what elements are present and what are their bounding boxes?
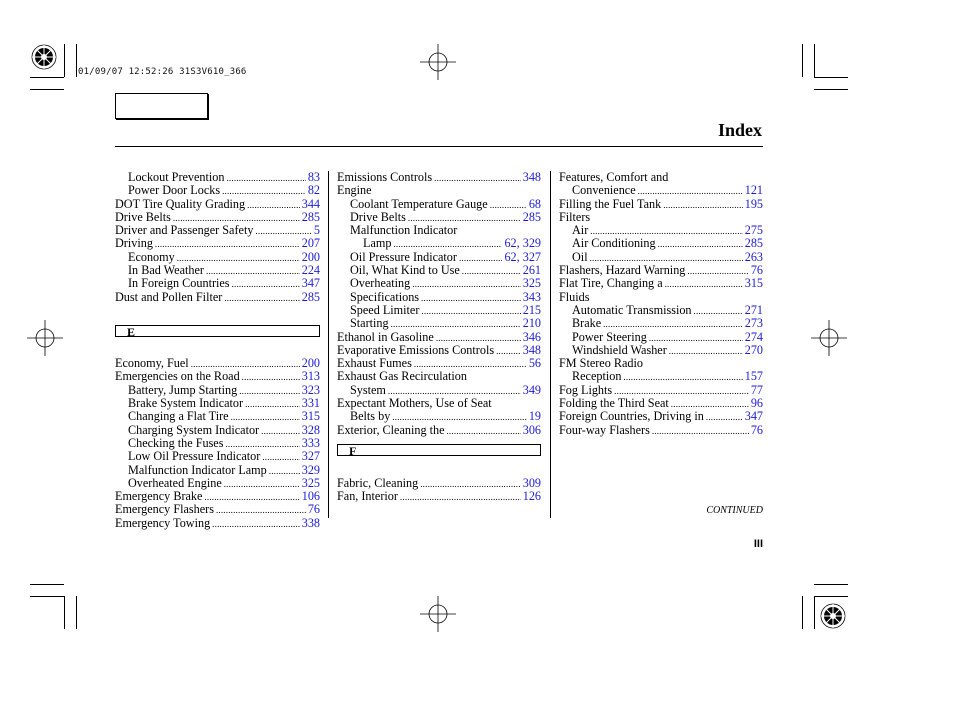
index-column-2 xyxy=(337,171,541,503)
leader-dots xyxy=(665,278,743,291)
index-entry-label: Power Steering xyxy=(572,329,647,344)
index-entry[interactable] xyxy=(559,198,763,211)
index-entry[interactable] xyxy=(337,424,541,437)
index-entry-label: Emergency Towing xyxy=(115,515,211,530)
page-number: III xyxy=(753,538,763,550)
page-reference-link[interactable]: 271 xyxy=(744,302,763,317)
page-reference-link[interactable]: 313 xyxy=(301,369,320,384)
page-reference-link[interactable]: 306 xyxy=(522,422,541,437)
page-reference-link[interactable]: 285 xyxy=(522,209,541,224)
page-reference-link[interactable]: 347 xyxy=(301,276,320,291)
index-entry[interactable] xyxy=(337,211,541,224)
index-entry-label: Power Door Locks xyxy=(128,183,221,198)
index-entry-label: Oil Pressure Indicator xyxy=(350,249,457,264)
index-entry[interactable] xyxy=(115,450,320,463)
index-entry[interactable] xyxy=(337,317,541,330)
index-entry[interactable] xyxy=(115,464,320,477)
index-entry[interactable] xyxy=(115,397,320,410)
page-reference-link[interactable]: 338 xyxy=(301,515,320,530)
index-entry[interactable] xyxy=(115,357,320,370)
index-entry-label: Filters xyxy=(559,209,591,224)
leader-dots xyxy=(212,518,300,531)
leader-dots xyxy=(421,292,521,305)
index-entry[interactable] xyxy=(559,184,763,197)
page-reference-link[interactable]: 331 xyxy=(301,396,320,411)
index-entry-label: Emergency Brake xyxy=(115,489,203,504)
index-entry[interactable] xyxy=(559,384,763,397)
index-entry-label: Oil, What Kind to Use xyxy=(350,263,460,278)
leader-dots xyxy=(496,345,521,358)
index-entry-label: Drive Belts xyxy=(350,209,406,224)
index-entry xyxy=(559,357,763,370)
index-entry[interactable] xyxy=(337,410,541,423)
index-entry-label: Lamp xyxy=(363,236,392,251)
index-entry-label: Malfunction Indicator Lamp xyxy=(128,462,267,477)
index-entry[interactable] xyxy=(115,503,320,516)
print-stamp: 01/09/07 12:52:26 31S3V610_366 xyxy=(78,67,247,77)
index-entry[interactable] xyxy=(115,490,320,503)
index-entry[interactable] xyxy=(115,384,320,397)
index-entry-label: In Foreign Countries xyxy=(128,276,230,291)
page-reference-link[interactable]: 329 xyxy=(301,462,320,477)
page-reference-link[interactable]: 5 xyxy=(313,223,320,238)
index-entry[interactable] xyxy=(337,304,541,317)
leader-dots xyxy=(490,199,527,212)
blank-row xyxy=(115,344,320,357)
index-entry-label: Starting xyxy=(350,316,389,331)
continued-label: CONTINUED xyxy=(706,505,763,516)
page-reference-link[interactable]: 200 xyxy=(301,249,320,264)
leader-dots xyxy=(245,398,300,411)
index-entry[interactable] xyxy=(559,251,763,264)
page-reference-link[interactable]: 285 xyxy=(744,236,763,251)
index-entry-label: Fluids xyxy=(559,289,590,304)
index-entry-label: Economy, Fuel xyxy=(115,356,189,371)
page-reference-link[interactable]: 263 xyxy=(744,249,763,264)
index-entry xyxy=(559,171,763,184)
leader-dots xyxy=(420,478,520,491)
index-entry-label: Features, Comfort and xyxy=(559,170,669,184)
page-reference-link[interactable]: 210 xyxy=(522,316,541,331)
index-entry-label: Economy xyxy=(128,249,175,264)
page-reference-link[interactable]: 348 xyxy=(522,342,541,357)
index-entry[interactable] xyxy=(559,397,763,410)
page-reference-link[interactable]: 344 xyxy=(301,196,320,211)
index-entry[interactable] xyxy=(115,251,320,264)
leader-dots xyxy=(687,265,748,278)
page-reference-link[interactable]: 62, 327 xyxy=(504,249,541,264)
page-reference-link[interactable]: 76 xyxy=(750,422,763,437)
index-entry[interactable] xyxy=(115,410,320,423)
page-reference-link[interactable]: 327 xyxy=(301,449,320,464)
index-entry-label: Fabric, Cleaning xyxy=(337,475,419,490)
page-reference-link[interactable]: 62, 329 xyxy=(504,236,541,251)
index-entry-label: Windshield Washer xyxy=(572,342,667,357)
index-entry-label: Four-way Flashers xyxy=(559,422,650,437)
leader-dots xyxy=(226,172,305,185)
index-entry-label: Brake System Indicator xyxy=(128,396,244,411)
page-reference-link[interactable]: 275 xyxy=(744,223,763,238)
index-entry-label: Driving xyxy=(115,236,153,251)
index-entry[interactable] xyxy=(559,277,763,290)
index-entry-label: Fan, Interior xyxy=(337,489,398,504)
index-entry-label: Emergencies on the Road xyxy=(115,369,240,384)
index-entry-label: Overheated Engine xyxy=(128,475,222,490)
leader-dots xyxy=(262,451,299,464)
leader-dots xyxy=(459,252,502,265)
page-reference-link[interactable]: 82 xyxy=(307,183,320,198)
index-entry[interactable] xyxy=(559,410,763,423)
leader-dots xyxy=(658,238,743,251)
index-entry xyxy=(337,397,541,410)
page-reference-link[interactable]: 77 xyxy=(750,382,763,397)
page-reference-link[interactable]: 157 xyxy=(744,369,763,384)
index-entry-label: Automatic Transmission xyxy=(572,302,692,317)
page-reference-link[interactable]: 333 xyxy=(301,435,320,450)
index-entry-label: Air Conditioning xyxy=(572,236,656,251)
page-reference-link[interactable]: 106 xyxy=(301,489,320,504)
index-entry[interactable] xyxy=(115,237,320,250)
index-entry xyxy=(337,184,541,197)
index-entry[interactable] xyxy=(115,517,320,530)
index-entry[interactable] xyxy=(559,424,763,437)
index-entry[interactable] xyxy=(115,370,320,383)
page-reference-link[interactable]: 325 xyxy=(301,475,320,490)
index-entry-label: Lockout Prevention xyxy=(128,170,225,184)
index-entry[interactable] xyxy=(115,477,320,490)
index-entry-label: Driver and Passenger Safety xyxy=(115,223,254,238)
page-reference-link[interactable]: 273 xyxy=(744,316,763,331)
page-reference-link[interactable]: 348 xyxy=(522,170,541,184)
index-entry-label: Charging System Indicator xyxy=(128,422,260,437)
index-entry-label: Speed Limiter xyxy=(350,302,420,317)
index-entry-label: Ethanol in Gasoline xyxy=(337,329,434,344)
index-entry-label: Specifications xyxy=(350,289,420,304)
index-entry[interactable] xyxy=(115,184,320,197)
page-reference-link[interactable]: 309 xyxy=(522,475,541,490)
index-entry-label: Air xyxy=(572,223,589,238)
leader-dots xyxy=(663,199,743,212)
page-reference-link[interactable]: 328 xyxy=(301,422,320,437)
index-entry[interactable] xyxy=(115,171,320,184)
letter-heading xyxy=(115,317,320,344)
blank-row xyxy=(337,464,541,477)
page-title: Index xyxy=(717,120,762,140)
index-entry[interactable] xyxy=(115,437,320,450)
page-reference-link[interactable]: 224 xyxy=(301,263,320,278)
leader-dots xyxy=(400,491,521,504)
blank-row xyxy=(115,304,320,317)
index-entry-label: DOT Tire Quality Grading xyxy=(115,196,246,211)
index-entry[interactable] xyxy=(337,237,541,250)
leader-dots xyxy=(261,425,300,438)
column-divider xyxy=(328,171,329,518)
index-entry-label: Exhaust Gas Recirculation xyxy=(337,369,467,384)
index-entry[interactable] xyxy=(559,304,763,317)
page-reference-link[interactable]: 346 xyxy=(522,329,541,344)
leader-dots xyxy=(706,411,743,424)
index-entry[interactable] xyxy=(559,317,763,330)
page-reference-link[interactable]: 83 xyxy=(307,170,320,184)
index-entry[interactable] xyxy=(337,490,541,503)
index-entry[interactable] xyxy=(559,331,763,344)
index-entry xyxy=(559,291,763,304)
page-reference-link[interactable]: 274 xyxy=(744,329,763,344)
page-reference-link[interactable]: 315 xyxy=(301,409,320,424)
index-entry-label: Emergency Flashers xyxy=(115,502,214,517)
page-reference-link[interactable]: 323 xyxy=(301,382,320,397)
index-entry[interactable] xyxy=(115,211,320,224)
index-entry xyxy=(559,211,763,224)
index-entry[interactable] xyxy=(115,277,320,290)
index-entry[interactable] xyxy=(559,344,763,357)
index-entry[interactable] xyxy=(115,264,320,277)
page-reference-link[interactable]: 315 xyxy=(744,276,763,291)
index-entry[interactable] xyxy=(115,224,320,237)
leader-dots xyxy=(421,305,520,318)
page-reference-link[interactable]: 349 xyxy=(522,382,541,397)
page-reference-link[interactable]: 215 xyxy=(522,302,541,317)
index-entry-label: Dust and Pollen Filter xyxy=(115,289,223,304)
index-entry-label: Folding the Third Seat xyxy=(559,396,669,411)
page-reference-link[interactable]: 285 xyxy=(301,289,320,304)
page-reference-link[interactable]: 126 xyxy=(522,489,541,504)
index-entry-label: Foreign Countries, Driving in xyxy=(559,409,704,424)
index-entry-label: Oil xyxy=(572,249,588,264)
index-entry-label: Evaporative Emissions Controls xyxy=(337,342,495,357)
index-entry[interactable] xyxy=(337,291,541,304)
index-entry-label: Convenience xyxy=(572,183,636,198)
index-entry[interactable] xyxy=(337,477,541,490)
index-entry-label: Brake xyxy=(572,316,602,331)
page-reference-link[interactable]: 56 xyxy=(528,356,541,371)
index-entry[interactable] xyxy=(115,424,320,437)
index-entry-label: Battery, Jump Starting xyxy=(128,382,238,397)
index-entry-label: Checking the Fuses xyxy=(128,435,224,450)
leader-dots xyxy=(242,371,300,384)
page-reference-link[interactable]: 96 xyxy=(750,396,763,411)
leader-dots xyxy=(652,425,749,438)
index-entry xyxy=(337,370,541,383)
leader-dots xyxy=(224,292,299,305)
index-entry-label: Filling the Fuel Tank xyxy=(559,196,662,211)
page-reference-link[interactable]: 195 xyxy=(744,196,763,211)
page-reference-link[interactable]: 121 xyxy=(744,183,763,198)
index-entry[interactable] xyxy=(337,198,541,211)
index-entry[interactable] xyxy=(337,344,541,357)
leader-dots xyxy=(669,345,743,358)
index-entry[interactable] xyxy=(337,171,541,184)
index-entry xyxy=(337,224,541,237)
index-entry[interactable] xyxy=(115,291,320,304)
index-column-1 xyxy=(115,171,320,530)
index-entry[interactable] xyxy=(559,224,763,237)
index-entry[interactable] xyxy=(337,264,541,277)
page-reference-link[interactable]: 207 xyxy=(301,236,320,251)
index-entry[interactable] xyxy=(337,357,541,370)
index-entry-label: Fog Lights xyxy=(559,382,613,397)
leader-dots xyxy=(232,278,300,291)
leader-dots xyxy=(446,425,520,438)
index-entry-label: Belts by xyxy=(350,409,391,424)
section-tab-box xyxy=(115,93,208,119)
index-entry[interactable] xyxy=(115,198,320,211)
page-reference-link[interactable]: 343 xyxy=(522,289,541,304)
letter-heading-label: E xyxy=(115,325,320,337)
leader-dots xyxy=(694,305,743,318)
index-entry-label: In Bad Weather xyxy=(128,263,204,278)
index-entry[interactable] xyxy=(559,264,763,277)
leader-dots xyxy=(434,172,521,185)
index-entry-label: Exhaust Fumes xyxy=(337,356,412,371)
page-reference-link[interactable]: 261 xyxy=(522,263,541,278)
page-reference-link[interactable]: 325 xyxy=(522,276,541,291)
page-reference-link[interactable]: 347 xyxy=(744,409,763,424)
index-entry[interactable] xyxy=(559,237,763,250)
page-reference-link[interactable]: 270 xyxy=(744,342,763,357)
index-entry-label: Reception xyxy=(572,369,622,384)
header-rule xyxy=(115,146,763,147)
index-entry-label: Overheating xyxy=(350,276,411,291)
leader-dots xyxy=(623,371,742,384)
index-entry-label: System xyxy=(350,382,386,397)
index-entry-label: Low Oil Pressure Indicator xyxy=(128,449,261,464)
page-reference-link[interactable]: 200 xyxy=(301,356,320,371)
index-entry-label: Emissions Controls xyxy=(337,170,433,184)
index-entry-label: Changing a Flat Tire xyxy=(128,409,229,424)
index-entry[interactable] xyxy=(337,384,541,397)
leader-dots xyxy=(462,265,521,278)
page-reference-link[interactable]: 19 xyxy=(528,409,541,424)
page-reference-link[interactable]: 285 xyxy=(301,209,320,224)
page-reference-link[interactable]: 76 xyxy=(750,263,763,278)
index-entry[interactable] xyxy=(337,277,541,290)
letter-heading-label: F xyxy=(337,444,541,456)
leader-dots xyxy=(239,385,299,398)
leader-dots xyxy=(269,465,300,478)
page-reference-link[interactable]: 68 xyxy=(528,196,541,211)
index-entry[interactable] xyxy=(337,331,541,344)
leader-dots xyxy=(224,478,300,491)
index-entry[interactable] xyxy=(337,251,541,264)
page-reference-link[interactable]: 76 xyxy=(307,502,320,517)
index-entry-label: Drive Belts xyxy=(115,209,171,224)
index-entry-label: FM Stereo Radio xyxy=(559,356,643,371)
leader-dots xyxy=(204,491,299,504)
leader-dots xyxy=(216,504,306,517)
index-entry-label: Expectant Mothers, Use of Seat xyxy=(337,396,492,411)
index-entry-label: Exterior, Cleaning the xyxy=(337,422,445,437)
index-entry-label: Flat Tire, Changing a xyxy=(559,276,663,291)
leader-dots xyxy=(247,199,300,212)
index-entry-label: Engine xyxy=(337,183,372,198)
index-column-3 xyxy=(559,171,763,437)
index-entry-label: Flashers, Hazard Warning xyxy=(559,263,686,278)
leader-dots xyxy=(155,238,300,251)
index-entry-label: Coolant Temperature Gauge xyxy=(350,196,488,211)
index-entry-label: Malfunction Indicator xyxy=(350,223,458,238)
letter-heading xyxy=(337,437,541,464)
column-divider xyxy=(550,171,551,518)
leader-dots xyxy=(412,278,520,291)
index-entry[interactable] xyxy=(559,370,763,383)
